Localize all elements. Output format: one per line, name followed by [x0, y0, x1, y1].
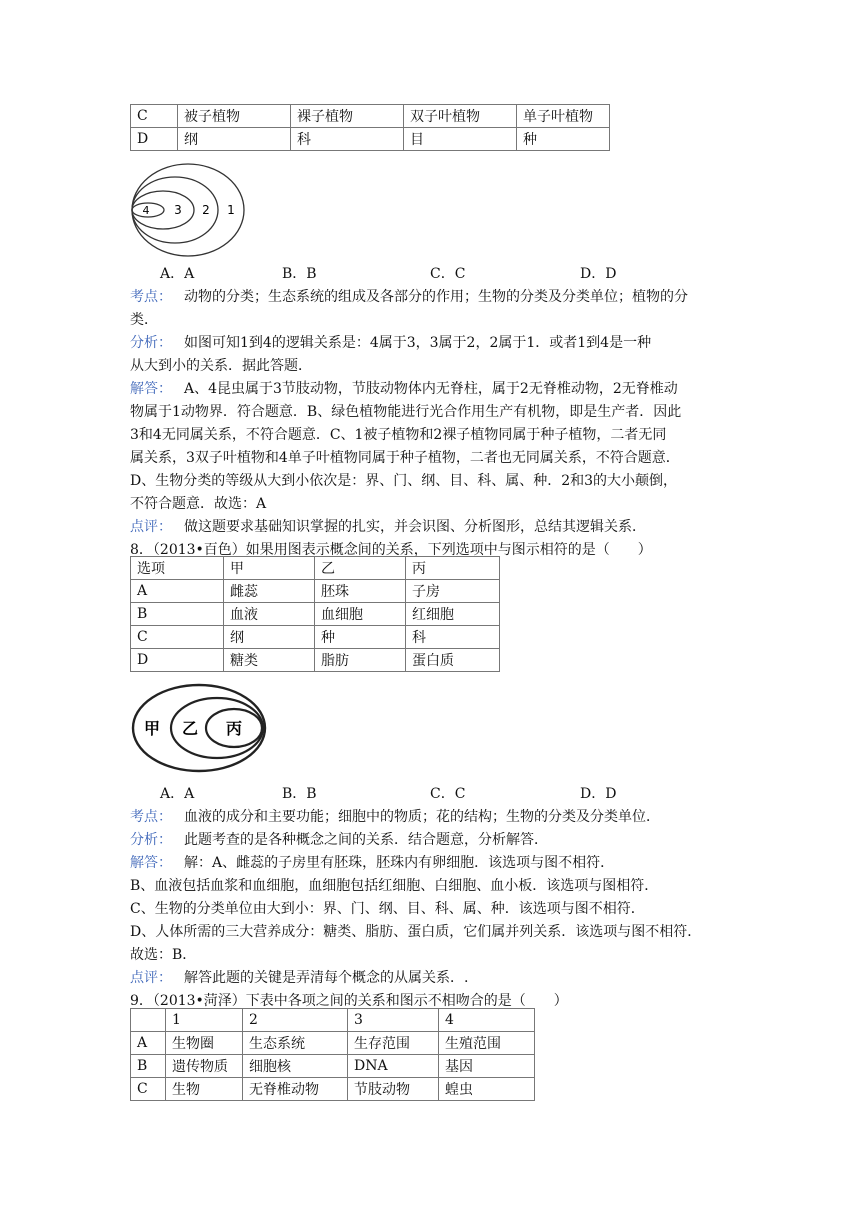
fenxi-text: 从大到小的关系．据此答题．: [130, 358, 312, 374]
table-cell: 生存范围: [348, 1032, 439, 1055]
table-cell: 生态系统: [243, 1032, 348, 1055]
table-row: [131, 128, 610, 151]
table-row: [131, 649, 500, 672]
table-cell: C: [131, 1078, 166, 1101]
q8-fenxi: [130, 829, 730, 852]
table-cell: 胚珠: [315, 580, 406, 603]
choice-a: A．A: [160, 786, 195, 802]
question-stem: 8．（2013•百色）如果用图表示概念间的关系，下列选项中与图示相符的是（ ）: [130, 542, 652, 558]
table-row: [131, 1009, 535, 1032]
circle-label-bing: 丙: [225, 719, 243, 738]
question-stem: 9．（2013•菏泽）下表中各项之间的关系和图示不相吻合的是（ ）: [130, 993, 568, 1009]
table-cell: 纲: [224, 626, 315, 649]
table-cell: 双子叶植物: [404, 105, 517, 128]
table-cell: 遗传物质: [166, 1055, 243, 1078]
table-row: [131, 1078, 535, 1101]
kaodian-text: 血液的成分和主要功能；细胞中的物质；花的结构；生物的分类及分类单位．: [184, 809, 660, 825]
table-cell: 无脊椎动物: [243, 1078, 348, 1101]
table-row: [131, 105, 610, 128]
jieda-text: 不符合题意．故选：A: [130, 496, 267, 512]
dianping-label: 点评：: [130, 519, 172, 535]
table-cell: 生殖范围: [439, 1032, 535, 1055]
table-cell: 雌蕊: [224, 580, 315, 603]
table-cell: 科: [291, 128, 404, 151]
jieda-text: 解：A、雌蕊的子房里有胚珠，胚珠内有卵细胞．该选项与图不相符．: [184, 855, 615, 871]
table-cell: 脂肪: [315, 649, 406, 672]
table-cell: 种: [315, 626, 406, 649]
table-cell: 糖类: [224, 649, 315, 672]
nested-ellipse-figure: [130, 162, 246, 258]
table-cell: 生物: [166, 1078, 243, 1101]
table-header-cell: 4: [439, 1009, 535, 1032]
table-header-cell: 甲: [224, 557, 315, 580]
q8-dianping: [130, 967, 730, 990]
jieda-text: A、4昆虫属于3节肢动物，节肢动物体内无脊柱，属于2无脊椎动物，2无脊椎动: [184, 381, 678, 397]
table-header-cell: 3: [348, 1009, 439, 1032]
fenxi-text: 如图可知1到4的逻辑关系是：4属于3，3属于2，2属于1．或者1到4是一种: [184, 335, 652, 351]
dianping-text: 解答此题的关键是弄清每个概念的从属关系．.: [184, 970, 469, 986]
ellipse-label: 1: [227, 203, 235, 217]
q8-options-table: [130, 556, 500, 672]
table-row: [131, 580, 500, 603]
kaodian-text: 动物的分类；生态系统的组成及各部分的作用；生物的分类及分类单位；植物的分: [184, 289, 688, 305]
table-cell: 血液: [224, 603, 315, 626]
table-cell: 细胞核: [243, 1055, 348, 1078]
dianping-label: 点评：: [130, 970, 172, 986]
table-cell: 蛋白质: [406, 649, 500, 672]
table-cell: 目: [404, 128, 517, 151]
table-cell: 裸子植物: [291, 105, 404, 128]
table-cell: 单子叶植物: [517, 105, 610, 128]
circle-label-yi: 乙: [181, 719, 199, 738]
choice-a: A．A: [160, 266, 195, 282]
jieda-text: 物属于1动物界．符合题意．B、绿色植物能进行光合作用生产有机物，即是生产者．因此: [130, 404, 682, 420]
table-row: [131, 1032, 535, 1055]
table-cell: 血细胞: [315, 603, 406, 626]
table-cell: A: [131, 580, 224, 603]
table-cell: B: [131, 603, 224, 626]
table-row: [131, 626, 500, 649]
choice-d: D．D: [580, 266, 617, 282]
table-cell: 生物圈: [166, 1032, 243, 1055]
table-header-cell: 2: [243, 1009, 348, 1032]
table-cell: 子房: [406, 580, 500, 603]
table-cell: D: [131, 128, 178, 151]
q7-dianping: [130, 516, 730, 539]
table-cell: 节肢动物: [348, 1078, 439, 1101]
q9-options-table: [130, 1008, 535, 1101]
table-row: [131, 603, 500, 626]
kaodian-text: 类．: [130, 312, 158, 328]
jieda-text: C、生物的分类单位由大到小：界、门、纲、目、科、属、种．该选项与图不相符．: [130, 901, 645, 917]
q7-kaodian: [130, 286, 730, 332]
jieda-text: D、生物分类的等级从大到小依次是：界、门、纲、目、科、属、种．2和3的大小颠倒，: [130, 473, 678, 489]
table-cell: 红细胞: [406, 603, 500, 626]
q7-jieda: [130, 378, 730, 516]
choice-b: B．B: [282, 786, 317, 802]
table-cell: A: [131, 1032, 166, 1055]
table-cell: B: [131, 1055, 166, 1078]
jieda-label: 解答：: [130, 855, 172, 871]
jieda-label: 解答：: [130, 381, 172, 397]
q8-jieda: [130, 852, 730, 967]
table-cell: 种: [517, 128, 610, 151]
table-header-cell: 丙: [406, 557, 500, 580]
choice-c: C．C: [430, 266, 466, 282]
ellipse-label: 4: [142, 204, 150, 217]
circle-label-jia: 甲: [143, 719, 161, 738]
jieda-text: 故选：B．: [130, 947, 197, 963]
table-cell: D: [131, 649, 224, 672]
ellipse-label: 2: [202, 203, 210, 217]
q8-kaodian: [130, 806, 730, 829]
table-cell: 纲: [178, 128, 291, 151]
table-row: [131, 1055, 535, 1078]
jieda-text: 3和4无同属关系，不符合题意．C、1被子植物和2裸子植物同属于种子植物，二者无同: [130, 427, 667, 443]
table-cell: C: [131, 626, 224, 649]
dianping-text: 做这题要求基础知识掌握的扎实，并会识图、分析图形，总结其逻辑关系．: [184, 519, 646, 535]
top-options-table: [130, 104, 610, 151]
fenxi-text: 此题考查的是各种概念之间的关系．结合题意，分析解答．: [184, 832, 548, 848]
table-header-cell: 乙: [315, 557, 406, 580]
choice-d: D．D: [580, 786, 617, 802]
choice-c: C．C: [430, 786, 466, 802]
table-cell: 基因: [439, 1055, 535, 1078]
table-header-cell: [131, 1009, 166, 1032]
table-cell: 科: [406, 626, 500, 649]
table-header-cell: 1: [166, 1009, 243, 1032]
table-cell: DNA: [348, 1055, 439, 1078]
kaodian-label: 考点：: [130, 289, 172, 305]
table-header-cell: 选项: [131, 557, 224, 580]
ellipse-label: 3: [174, 203, 182, 217]
table-cell: C: [131, 105, 178, 128]
table-cell: 被子植物: [178, 105, 291, 128]
fenxi-label: 分析：: [130, 335, 172, 351]
q7-fenxi: [130, 332, 730, 378]
concept-circles-figure: [130, 682, 268, 774]
choice-b: B．B: [282, 266, 317, 282]
table-row: [131, 557, 500, 580]
table-cell: 蝗虫: [439, 1078, 535, 1101]
kaodian-label: 考点：: [130, 809, 172, 825]
jieda-text: 属关系，3双子叶植物和4单子叶植物同属于种子植物，二者也无同属关系，不符合题意．: [130, 450, 680, 466]
jieda-text: B、血液包括血浆和血细胞，血细胞包括红细胞、白细胞、血小板．该选项与图相符．: [130, 878, 659, 894]
jieda-text: D、人体所需的三大营养成分：糖类、脂肪、蛋白质，它们属并列关系．该选项与图不相符．: [130, 924, 702, 940]
fenxi-label: 分析：: [130, 832, 172, 848]
